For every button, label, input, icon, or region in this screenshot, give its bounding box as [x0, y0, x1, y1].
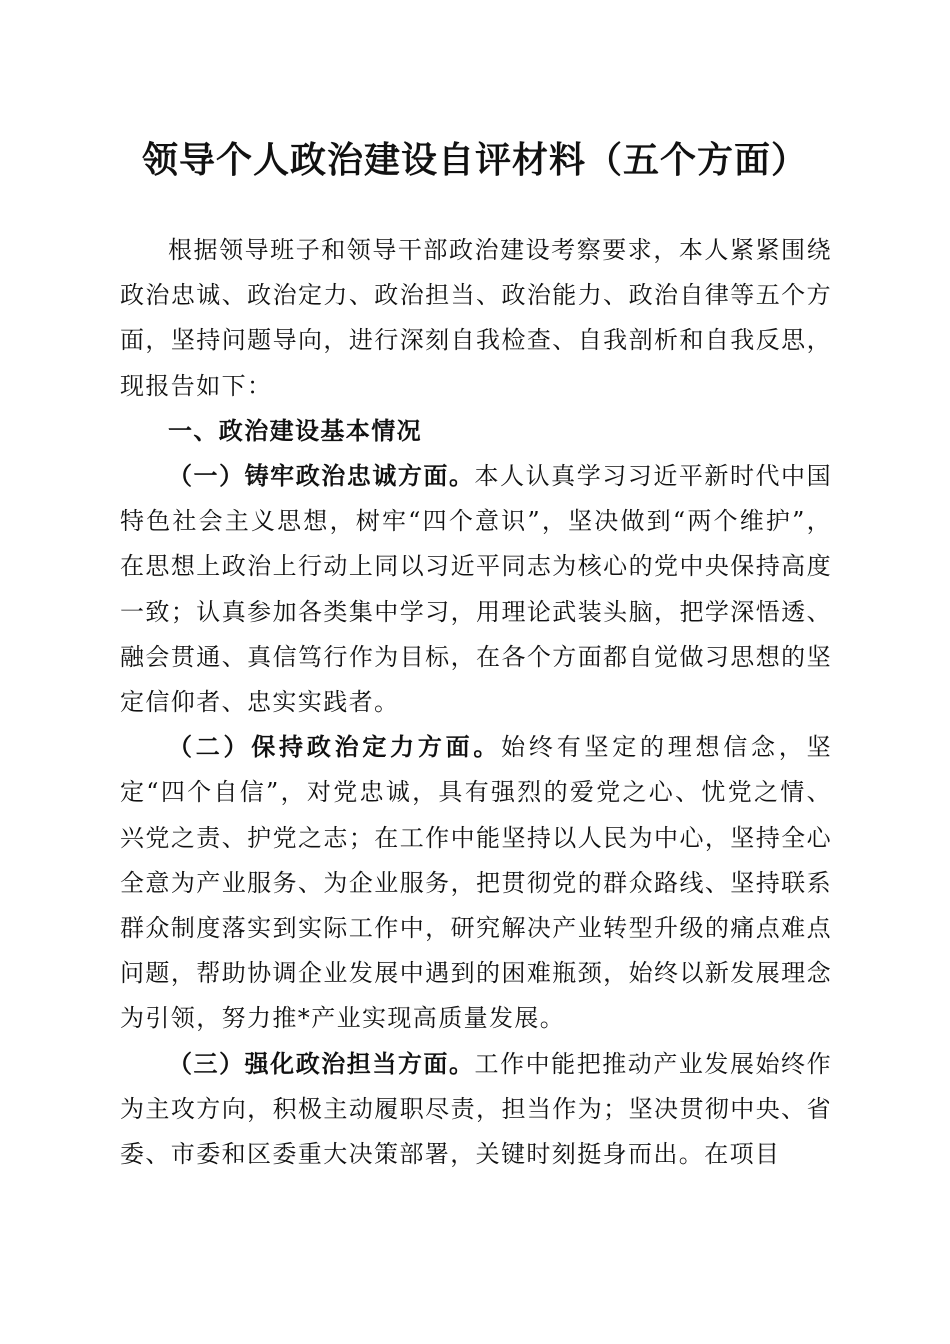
- paragraph-lead: （二）保持政治定力方面。: [168, 733, 502, 762]
- document-title: 领导个人政治建设自评材料（五个方面）: [141, 139, 808, 181]
- paragraph-text: 始终有坚定的理想信念，坚定“四个自信”，对党忠诚，具有强烈的爱党之心、忧党之情、兴党之责、护党之志；在工作中能坚持以人民为中心，坚持全心全意为产业服务、为企业服务，把贯彻党的群众路线、坚持联系群众制度落实到实际工作中，研究解决产业转型升级的痛点难点问题，帮助协调企业发展中遇到的困难瓶颈，始终以新发展理念为引领，努力推*产业实现高质量发展。: [120, 733, 832, 1033]
- paragraph-political-loyalty: [120, 454, 832, 725]
- paragraph-political-responsibility: [120, 1042, 832, 1178]
- paragraph-text: 本人认真学习习近平新时代中国特色社会主义思想，树牢“四个意识”，坚决做到“两个维护”，在思想上政治上行动上同以习近平同志为核心的党中央保持高度一致；认真参加各类集中学习，用理论武装头脑，把学深悟透、融会贯通、真信笃行作为目标，在各个方面都自觉做习思想的坚定信仰者、忠实实践者。: [120, 462, 832, 717]
- paragraph-political-resolve: [120, 725, 832, 1041]
- intro-paragraph: 根据领导班子和领导干部政治建设考察要求，本人紧紧围绕政治忠诚、政治定力、政治担当、政治能力、政治自律等五个方面，坚持问题导向，进行深刻自我检查、自我剖析和自我反思，现报告如下：: [120, 236, 832, 400]
- document-body: [120, 228, 832, 1177]
- paragraph-text: 工作中能把推动产业发展始终作为主攻方向，积极主动履职尽责，担当作为；坚决贯彻中央、省委、市委和区委重大决策部署，关键时刻挺身而出。在项目: [120, 1049, 832, 1169]
- paragraph-lead: （一）铸牢政治忠诚方面。: [168, 462, 475, 491]
- paragraph-lead: （三）强化政治担当方面。: [168, 1049, 475, 1078]
- section-heading: 一、政治建设基本情况: [168, 416, 422, 445]
